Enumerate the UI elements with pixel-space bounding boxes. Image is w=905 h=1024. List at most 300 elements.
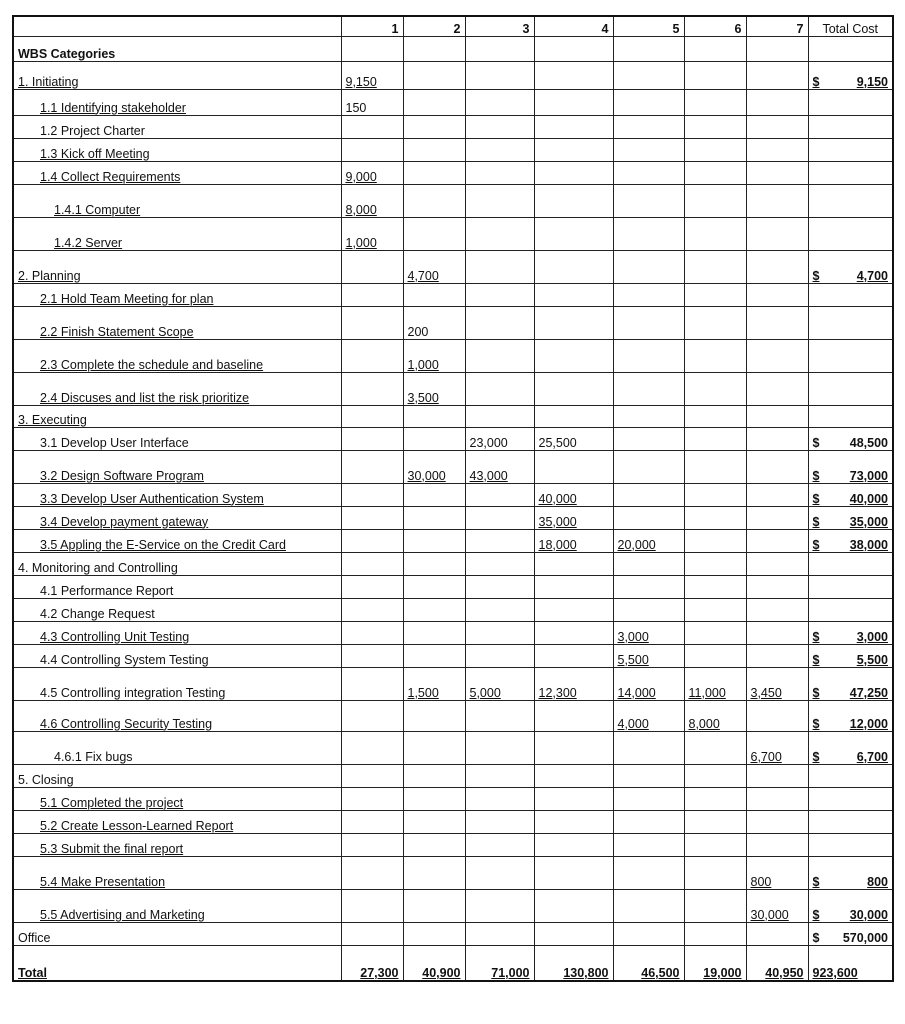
- table-row: [13, 922, 893, 945]
- wbs-label: 3.3 Develop User Authentication System: [40, 491, 264, 506]
- period-3-cost-cell: [465, 250, 534, 283]
- cost-value: 20,000: [617, 537, 656, 552]
- total-cost-cell: [808, 764, 893, 787]
- wbs-label: 3.2 Design Software Program: [40, 468, 204, 483]
- grand-total-amount: 923,600: [812, 966, 858, 980]
- period-1-cost-cell: [341, 667, 403, 700]
- wbs-category-cell: [13, 217, 341, 250]
- wbs-label: 5.5 Advertising and Marketing: [40, 907, 205, 922]
- period-3-cost-cell: [465, 731, 534, 764]
- wbs-label: 2.2 Finish Statement Scope: [40, 324, 194, 339]
- period-3-cost-cell: [465, 552, 534, 575]
- table-row: [13, 250, 893, 283]
- currency-symbol: $: [812, 874, 820, 889]
- wbs-label: 4.4 Controlling System Testing: [40, 652, 209, 667]
- period-3-cost-cell: [465, 810, 534, 833]
- wbs-category-cell: [13, 283, 341, 306]
- period-6-cost-cell: [684, 731, 746, 764]
- cost-value: 150: [345, 100, 367, 115]
- period-2-cost-cell: [403, 450, 465, 483]
- period-5-cost-cell: [613, 306, 684, 339]
- period-header-5: 5: [613, 16, 684, 36]
- table-row: [13, 506, 893, 529]
- period-1-cost-cell: [341, 250, 403, 283]
- period-7-cost-cell: [746, 306, 808, 339]
- period-7-cost-cell: [746, 621, 808, 644]
- wbs-label: 3.4 Develop payment gateway: [40, 514, 209, 529]
- period-7-cost-cell: [746, 250, 808, 283]
- table-row: [13, 483, 893, 506]
- period-5-cost-cell: [613, 250, 684, 283]
- period-1-cost-cell: [341, 339, 403, 372]
- table-row: [13, 644, 893, 667]
- grand-total-label: Total: [18, 966, 47, 980]
- total-money: [813, 436, 889, 450]
- period-5-cost-cell: [613, 889, 684, 922]
- period-4-cost-cell: [534, 667, 613, 700]
- wbs-category-cell: [13, 250, 341, 283]
- wbs-header-row: [13, 36, 893, 61]
- total-cost-cell: [808, 427, 893, 450]
- period-4-cost-cell: [534, 115, 613, 138]
- total-money: [813, 908, 889, 922]
- period-6-cost-cell: [684, 89, 746, 115]
- table-row: [13, 787, 893, 810]
- grand-total-cell: [808, 945, 893, 981]
- cost-value: 1,000: [407, 357, 439, 372]
- table-row: [13, 405, 893, 427]
- cost-value: 30,000: [750, 907, 789, 922]
- table-row: [13, 856, 893, 889]
- period-2-cost-cell: [403, 922, 465, 945]
- total-money: [813, 931, 889, 945]
- period-2-cost-cell: [403, 405, 465, 427]
- table-row: [13, 372, 893, 405]
- currency-symbol: $: [812, 907, 820, 922]
- period-5-cost-cell: [613, 483, 684, 506]
- period-7-cost-cell: [746, 506, 808, 529]
- period-header-7: 7: [746, 16, 808, 36]
- period-1-cost-cell: [341, 283, 403, 306]
- period-3-cost-cell: [465, 115, 534, 138]
- cost-value: 14,000: [617, 685, 656, 700]
- total-cost-cell: [808, 405, 893, 427]
- total-cost-cell: [808, 506, 893, 529]
- period-1-cost-cell: [341, 787, 403, 810]
- period-4-cost-cell: [534, 161, 613, 184]
- period-7-cost-cell: [746, 667, 808, 700]
- total-amount: 38,000: [849, 537, 888, 552]
- currency-symbol: $: [812, 537, 820, 552]
- period-1-cost-cell: [341, 529, 403, 552]
- wbs-category-cell: [13, 889, 341, 922]
- wbs-category-cell: [13, 764, 341, 787]
- period-7-cost-cell: [746, 483, 808, 506]
- period-5-cost-cell: [613, 450, 684, 483]
- period-4-cost-cell: [534, 339, 613, 372]
- wbs-cost-table: [12, 15, 894, 982]
- table-row: [13, 598, 893, 621]
- period-4-cost-cell: [534, 306, 613, 339]
- period-6-cost-cell: [684, 833, 746, 856]
- wbs-label: 1.1 Identifying stakeholder: [40, 100, 186, 115]
- period-4-cost-cell: [534, 372, 613, 405]
- cost-value: 800: [750, 874, 772, 889]
- period-2-cost-cell: [403, 427, 465, 450]
- currency-symbol: $: [812, 514, 820, 529]
- cost-value: 30,000: [407, 468, 446, 483]
- period-1-cost-cell: [341, 856, 403, 889]
- cost-value: 3,500: [407, 390, 439, 405]
- total-cost-cell: [808, 810, 893, 833]
- period-5-cost-cell: [613, 283, 684, 306]
- table-body: [13, 16, 893, 981]
- wbs-label: 4.3 Controlling Unit Testing: [40, 629, 190, 644]
- period-3-cost-cell: [465, 161, 534, 184]
- wbs-label: 2. Planning: [18, 268, 81, 283]
- cost-value: 23,000: [469, 435, 508, 450]
- cost-value: 4,700: [407, 268, 439, 283]
- total-cost-cell: [808, 889, 893, 922]
- period-5-cost-cell: [613, 764, 684, 787]
- period-2-cost-cell: [403, 700, 465, 731]
- table-row: [13, 764, 893, 787]
- period-3-cost-cell: [465, 217, 534, 250]
- period-5-cost-cell: [613, 810, 684, 833]
- period-2-cost-cell: [403, 161, 465, 184]
- total-amount: 73,000: [849, 468, 888, 483]
- table-row: [13, 89, 893, 115]
- table-row: [13, 810, 893, 833]
- period-1-cost-cell: [341, 306, 403, 339]
- wbs-category-cell: [13, 483, 341, 506]
- period-4-cost-cell: [534, 922, 613, 945]
- period-4-cost-cell: [534, 184, 613, 217]
- table-row: [13, 283, 893, 306]
- period-2-cost-cell: [403, 339, 465, 372]
- period-4-cost-cell: [534, 138, 613, 161]
- total-cost-cell: [808, 552, 893, 575]
- period-3-cost-cell: [465, 644, 534, 667]
- wbs-category-cell: [13, 621, 341, 644]
- period-7-cost-cell: [746, 61, 808, 89]
- wbs-category-cell: [13, 161, 341, 184]
- table-row: [13, 184, 893, 217]
- period-5-cost-cell: [613, 89, 684, 115]
- period-6-cost-cell: [684, 339, 746, 372]
- period-6-cost-cell: [684, 644, 746, 667]
- currency-symbol: $: [812, 749, 820, 764]
- period-3-cost-cell: [465, 283, 534, 306]
- period-7-cost-cell: [746, 833, 808, 856]
- period-1-cost-cell: [341, 217, 403, 250]
- period-1-cost-cell: [341, 644, 403, 667]
- total-cost-cell: [808, 250, 893, 283]
- total-money: [813, 653, 889, 667]
- period-1-cost-cell: [341, 810, 403, 833]
- period-3-cost-cell: [465, 506, 534, 529]
- total-amount: 30,000: [849, 907, 888, 922]
- period-4-cost-cell: [534, 529, 613, 552]
- currency-symbol: $: [812, 685, 820, 700]
- period-3-cost-cell: [465, 787, 534, 810]
- wbs-category-cell: [13, 339, 341, 372]
- total-money: [813, 686, 889, 700]
- total-cost-cell: [808, 283, 893, 306]
- period-1-cost-cell: [341, 922, 403, 945]
- period-5-cost-cell: [613, 184, 684, 217]
- cost-value: 1,500: [407, 685, 439, 700]
- period-7-total-cell: [746, 945, 808, 981]
- cost-value: 8,000: [345, 202, 377, 217]
- wbs-category-cell: [13, 506, 341, 529]
- period-5-cost-cell: [613, 700, 684, 731]
- period-6-cost-cell: [684, 889, 746, 922]
- total-cost-cell: [808, 833, 893, 856]
- wbs-label: 5.4 Make Presentation: [40, 874, 166, 889]
- period-1-cost-cell: [341, 506, 403, 529]
- header-corner-cell: [13, 16, 341, 36]
- currency-symbol: $: [812, 930, 820, 945]
- period-4-cost-cell: [534, 483, 613, 506]
- period-3-cost-cell: [465, 598, 534, 621]
- cost-value: 3,000: [617, 629, 649, 644]
- wbs-category-cell: [13, 644, 341, 667]
- wbs-category-cell: [13, 306, 341, 339]
- wbs-label: 4.6.1 Fix bugs: [54, 749, 133, 764]
- period-2-cost-cell: [403, 283, 465, 306]
- period-5-cost-cell: [613, 138, 684, 161]
- total-amount: 570,000: [842, 930, 888, 945]
- period-1-cost-cell: [341, 575, 403, 598]
- period-7-cost-cell: [746, 575, 808, 598]
- period-4-cost-cell: [534, 283, 613, 306]
- period-2-cost-cell: [403, 306, 465, 339]
- total-money: [813, 269, 889, 283]
- period-3-cost-cell: [465, 427, 534, 450]
- wbs-label: 4.1 Performance Report: [40, 583, 174, 598]
- currency-symbol: $: [812, 268, 820, 283]
- period-5-cost-cell: [613, 731, 684, 764]
- period-2-cost-cell: [403, 89, 465, 115]
- wbs-label: 1.4.1 Computer: [54, 202, 141, 217]
- cost-value: 43,000: [469, 468, 508, 483]
- wbs-label: Office: [18, 930, 51, 945]
- period-3-cost-cell: [465, 372, 534, 405]
- wbs-category-cell: [13, 89, 341, 115]
- period-4-cost-cell: [534, 217, 613, 250]
- period-1-cost-cell: [341, 61, 403, 89]
- total-amount: 35,000: [849, 514, 888, 529]
- period-4-cost-cell: [534, 427, 613, 450]
- total-amount: 9,150: [856, 74, 888, 89]
- period-7-cost-cell: [746, 552, 808, 575]
- period-7-cost-cell: [746, 922, 808, 945]
- period-3-cost-cell: [465, 529, 534, 552]
- period-5-cost-cell: [613, 575, 684, 598]
- total-cost-cell: [808, 217, 893, 250]
- empty-cell: [808, 36, 893, 61]
- period-3-cost-cell: [465, 184, 534, 217]
- period-6-cost-cell: [684, 427, 746, 450]
- wbs-category-cell: [13, 810, 341, 833]
- period-7-cost-cell: [746, 372, 808, 405]
- period-7-cost-cell: [746, 138, 808, 161]
- total-cost-cell: [808, 89, 893, 115]
- total-cost-cell: [808, 667, 893, 700]
- wbs-category-cell: [13, 450, 341, 483]
- period-5-cost-cell: [613, 787, 684, 810]
- period-3-cost-cell: [465, 667, 534, 700]
- period-2-cost-cell: [403, 644, 465, 667]
- period-1-cost-cell: [341, 405, 403, 427]
- period-2-cost-cell: [403, 787, 465, 810]
- empty-cell: [613, 36, 684, 61]
- period-6-cost-cell: [684, 115, 746, 138]
- period-4-cost-cell: [534, 61, 613, 89]
- total-cost-cell: [808, 922, 893, 945]
- empty-cell: [684, 36, 746, 61]
- period-7-cost-cell: [746, 427, 808, 450]
- period-2-cost-cell: [403, 575, 465, 598]
- period-3-cost-cell: [465, 138, 534, 161]
- wbs-label: 5.2 Create Lesson-Learned Report: [40, 818, 234, 833]
- period-5-cost-cell: [613, 529, 684, 552]
- period-7-cost-cell: [746, 889, 808, 922]
- total-cost-cell: [808, 184, 893, 217]
- period-5-cost-cell: [613, 644, 684, 667]
- period-4-cost-cell: [534, 598, 613, 621]
- period-3-cost-cell: [465, 889, 534, 922]
- currency-symbol: $: [812, 491, 820, 506]
- cost-value: 5,500: [617, 652, 649, 667]
- period-7-cost-cell: [746, 787, 808, 810]
- period-1-cost-cell: [341, 833, 403, 856]
- wbs-label: 1.2 Project Charter: [40, 123, 145, 138]
- period-3-cost-cell: [465, 339, 534, 372]
- wbs-category-cell: [13, 529, 341, 552]
- period-6-cost-cell: [684, 306, 746, 339]
- grand-total-row: [13, 945, 893, 981]
- table-row: [13, 306, 893, 339]
- period-total: 130,800: [563, 966, 609, 980]
- period-6-cost-cell: [684, 575, 746, 598]
- period-6-cost-cell: [684, 61, 746, 89]
- currency-symbol: $: [812, 652, 820, 667]
- period-2-cost-cell: [403, 372, 465, 405]
- period-5-cost-cell: [613, 217, 684, 250]
- total-cost-cell: [808, 138, 893, 161]
- wbs-category-cell: [13, 667, 341, 700]
- wbs-category-cell: [13, 787, 341, 810]
- period-1-cost-cell: [341, 138, 403, 161]
- period-total: 19,000: [703, 966, 742, 980]
- period-2-cost-cell: [403, 506, 465, 529]
- total-money: [813, 750, 889, 764]
- cost-value: 4,000: [617, 716, 649, 731]
- period-2-total-cell: [403, 945, 465, 981]
- period-6-cost-cell: [684, 764, 746, 787]
- table-row: [13, 889, 893, 922]
- period-6-cost-cell: [684, 621, 746, 644]
- period-7-cost-cell: [746, 810, 808, 833]
- wbs-label: 5.1 Completed the project: [40, 795, 184, 810]
- table-row: [13, 731, 893, 764]
- period-6-cost-cell: [684, 483, 746, 506]
- table-row: [13, 115, 893, 138]
- period-4-cost-cell: [534, 810, 613, 833]
- period-7-cost-cell: [746, 700, 808, 731]
- wbs-category-cell: [13, 184, 341, 217]
- total-amount: 4,700: [856, 268, 888, 283]
- cost-value: 40,000: [538, 491, 577, 506]
- total-money: [813, 492, 889, 506]
- period-6-cost-cell: [684, 810, 746, 833]
- period-7-cost-cell: [746, 283, 808, 306]
- wbs-label: 1.4.2 Server: [54, 235, 123, 250]
- period-1-cost-cell: [341, 161, 403, 184]
- period-7-cost-cell: [746, 339, 808, 372]
- period-5-cost-cell: [613, 61, 684, 89]
- period-4-cost-cell: [534, 889, 613, 922]
- period-6-cost-cell: [684, 856, 746, 889]
- period-1-cost-cell: [341, 115, 403, 138]
- wbs-category-cell: [13, 833, 341, 856]
- total-money: [813, 515, 889, 529]
- period-total: 71,000: [491, 966, 530, 980]
- cost-value: 6,700: [750, 749, 782, 764]
- period-7-cost-cell: [746, 115, 808, 138]
- period-7-cost-cell: [746, 184, 808, 217]
- period-header-row: [13, 16, 893, 36]
- cost-value: 200: [407, 324, 429, 339]
- period-2-cost-cell: [403, 810, 465, 833]
- period-4-cost-cell: [534, 856, 613, 889]
- period-4-cost-cell: [534, 405, 613, 427]
- period-2-cost-cell: [403, 833, 465, 856]
- period-3-cost-cell: [465, 621, 534, 644]
- period-4-cost-cell: [534, 644, 613, 667]
- period-7-cost-cell: [746, 405, 808, 427]
- period-6-cost-cell: [684, 161, 746, 184]
- total-cost-cell: [808, 372, 893, 405]
- wbs-label: 2.1 Hold Team Meeting for plan: [40, 291, 214, 306]
- total-cost-cell: [808, 115, 893, 138]
- empty-cell: [746, 36, 808, 61]
- period-2-cost-cell: [403, 529, 465, 552]
- total-cost-cell: [808, 575, 893, 598]
- wbs-category-cell: [13, 552, 341, 575]
- period-2-cost-cell: [403, 856, 465, 889]
- period-5-cost-cell: [613, 372, 684, 405]
- total-money: [813, 717, 889, 731]
- wbs-category-cell: [13, 405, 341, 427]
- total-money: [813, 469, 889, 483]
- currency-symbol: $: [812, 629, 820, 644]
- total-cost-cell: [808, 644, 893, 667]
- period-1-cost-cell: [341, 483, 403, 506]
- total-amount: 47,250: [849, 685, 888, 700]
- period-5-cost-cell: [613, 115, 684, 138]
- empty-cell: [465, 36, 534, 61]
- period-5-cost-cell: [613, 598, 684, 621]
- period-5-cost-cell: [613, 856, 684, 889]
- period-2-cost-cell: [403, 621, 465, 644]
- total-cost-cell: [808, 621, 893, 644]
- period-2-cost-cell: [403, 731, 465, 764]
- period-6-cost-cell: [684, 922, 746, 945]
- wbs-label: 1.4 Collect Requirements: [40, 169, 181, 184]
